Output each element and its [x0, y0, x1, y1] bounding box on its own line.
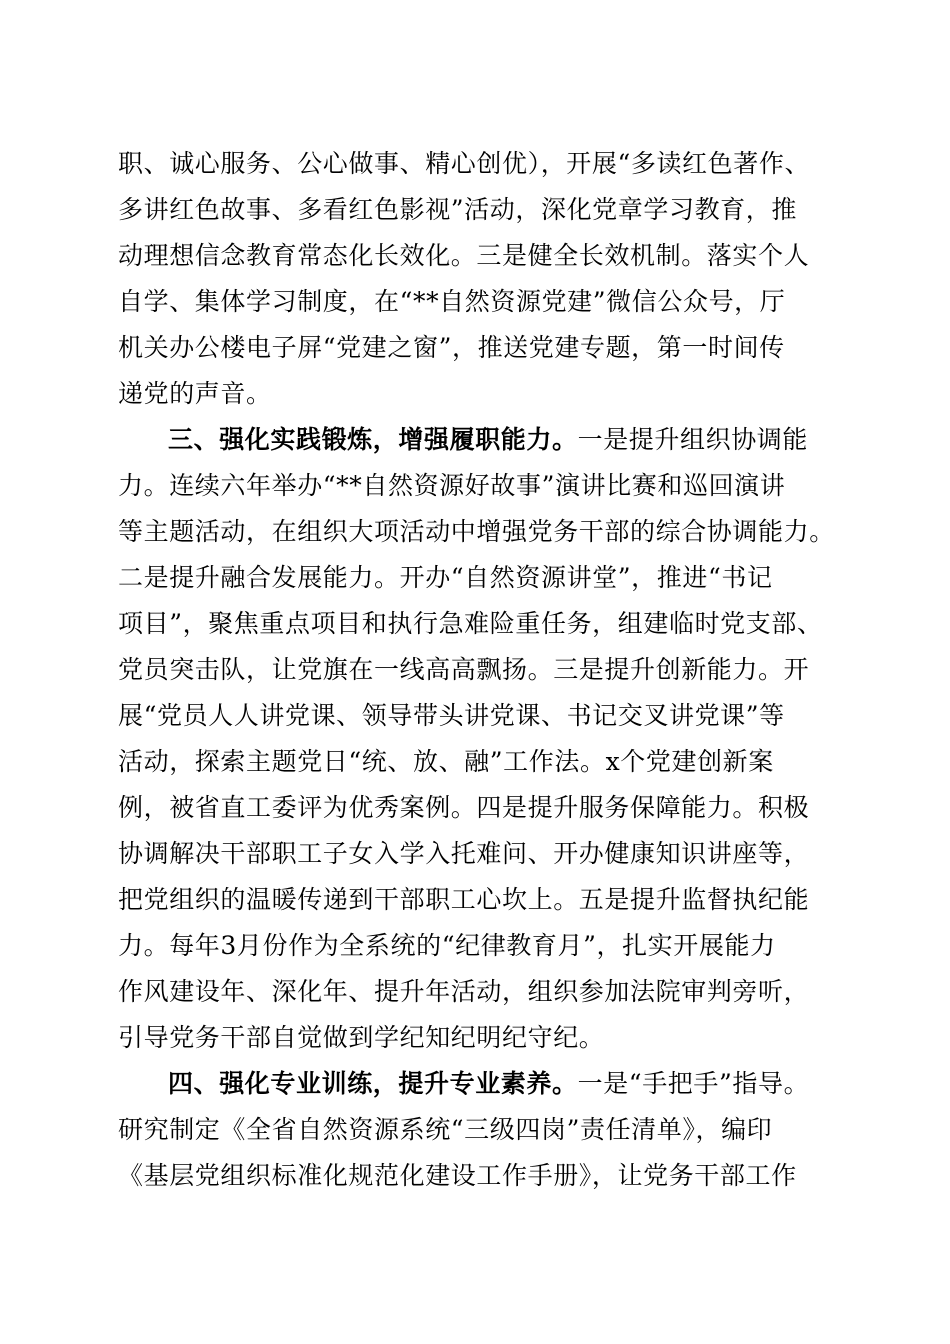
- section-4-first-line: [168, 1066, 848, 1102]
- paragraph-1-line-6: 递党的声音。: [118, 379, 272, 408]
- section-3-line: 二是提升融合发展能力。开办“自然资源讲堂”，推进“书记: [118, 563, 773, 592]
- section-4-line: 《基层党组织标准化规范化建设工作手册》，让党务干部工作: [118, 1161, 797, 1190]
- section-3-heading: 三、强化实践锻炼，增强履职能力。: [168, 425, 578, 454]
- section-3-first-line: [168, 422, 848, 458]
- section-3-line: 活动，探索主题党日“统、放、融”工作法。x个党建创新案: [118, 747, 774, 776]
- paragraph-1-line-1: 职、诚心服务、公心做事、精心创优），开展“多读红色著作、: [118, 149, 811, 178]
- section-4-line: 研究制定《全省自然资源系统“三级四岗”责任清单》，编印: [118, 1115, 773, 1144]
- section-3-first-line-text: 一是提升组织协调能: [577, 425, 809, 454]
- paragraph-1-line-2: 多讲红色故事、多看红色影视”活动，深化党章学习教育，推: [118, 195, 797, 224]
- section-3-line: 引导党务干部自觉做到学纪知纪明纪守纪。: [118, 1023, 605, 1052]
- section-4-first-line-text: 一是“手把手”指导。: [577, 1069, 810, 1098]
- section-3-line: 把党组织的温暖传递到干部职工心坎上。五是提升监督执纪能: [118, 885, 810, 914]
- section-3-line: 项目”，聚焦重点项目和执行急难险重任务，组建临时党支部、: [118, 609, 823, 638]
- section-3-line: 力。每年3月份作为全系统的“纪律教育月”，扎实开展能力: [118, 931, 776, 960]
- section-3-line: 展“党员人人讲党课、领导带头讲党课、书记交叉讲党课”等: [118, 701, 785, 730]
- paragraph-1-line-5: 机关办公楼电子屏“党建之窗”，推送党建专题，第一时间传: [118, 333, 785, 362]
- section-3-line: 等主题活动，在组织大项活动中增强党务干部的综合协调能力。: [118, 517, 835, 546]
- paragraph-1-line-3: 动理想信念教育常态化长效化。三是健全长效机制。落实个人: [118, 241, 810, 270]
- section-3-line: 党员突击队，让党旗在一线高高飘扬。三是提升创新能力。开: [118, 655, 810, 684]
- section-3-line: 例，被省直工委评为优秀案例。四是提升服务保障能力。积极: [118, 793, 810, 822]
- section-3-line: 协调解决干部职工子女入学入托难问、开办健康知识讲座等，: [118, 839, 810, 868]
- section-3-line: 力。连续六年举办“**自然资源好故事”演讲比赛和巡回演讲: [118, 471, 786, 500]
- section-3-line: 作风建设年、深化年、提升年活动，组织参加法院审判旁听，: [118, 977, 810, 1006]
- section-4-heading: 四、强化专业训练，提升专业素养。: [168, 1069, 578, 1098]
- paragraph-1-line-4: 自学、集体学习制度，在“**自然资源党建”微信公众号，厅: [118, 287, 786, 316]
